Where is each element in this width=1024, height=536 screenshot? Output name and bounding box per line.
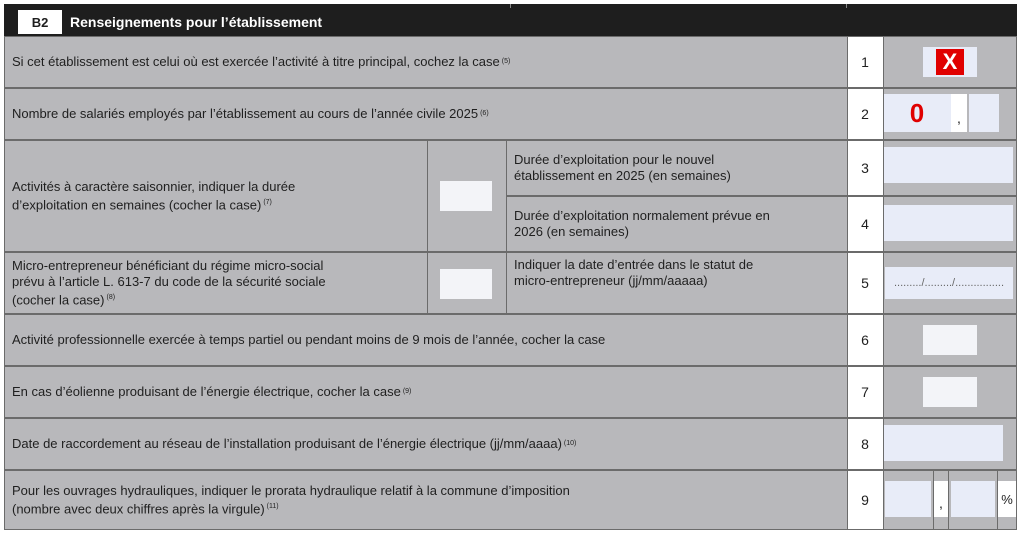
row9-integer-field[interactable]	[885, 481, 931, 517]
row5-text-line3: (cocher la case)	[12, 292, 105, 308]
row5-label	[5, 253, 427, 313]
row34-text-line1: Activités à caractère saisonnier, indiquer la durée	[12, 178, 296, 194]
row5-text-line1: Micro-entrepreneur bénéficiant du régime micro-social	[12, 257, 324, 273]
row4-text-line1: Durée d’exploitation normalement prévue en	[514, 208, 770, 223]
row7-label	[5, 367, 847, 417]
row8-text: Date de raccordement au réseau de l’installation produisant de l’énergie électrique (jj/mm/aaaa)	[12, 436, 562, 451]
row6-answer-cell	[883, 315, 1016, 365]
row9-label	[5, 471, 847, 529]
row1-check-mark: X	[936, 49, 964, 75]
row3-number: 3	[847, 141, 883, 195]
row5-sublabel	[507, 253, 847, 293]
row2-note: (6)	[480, 110, 489, 117]
row4-text-line2: 2026 (en semaines)	[514, 224, 629, 239]
row3-sublabel	[507, 141, 847, 195]
row3-weeks-field[interactable]	[883, 147, 1013, 183]
row6-label	[5, 315, 847, 365]
row5-text-line2: prévu à l’article L. 613-7 du code de la sécurité sociale	[12, 273, 326, 289]
row4-weeks-field[interactable]	[883, 205, 1013, 241]
row1-answer-cell	[883, 37, 1016, 87]
row5-date-field[interactable]: ........./........./................	[885, 267, 1013, 299]
row6-text: Activité professionnelle exercée à temps partiel ou pendant moins de 9 mois de l’année, cocher la case	[12, 332, 606, 347]
section-title: Renseignements pour l’établissement	[70, 14, 323, 30]
row4-number: 4	[847, 197, 883, 251]
row6-number: 6	[847, 315, 883, 365]
row34-note: (7)	[263, 198, 272, 206]
row1-label	[5, 37, 847, 87]
section-code: B2	[18, 10, 62, 34]
row4-sublabel	[507, 197, 847, 251]
section-header	[4, 4, 1017, 36]
row3-text-line1: Durée d’exploitation pour le nouvel	[514, 152, 715, 167]
row7-number: 7	[847, 367, 883, 417]
row9-text-line1: Pour les ouvrages hydrauliques, indiquer le prorata hydraulique relatif à la commune d’imposition	[12, 482, 570, 498]
row5-subtext-line1: Indiquer la date d’entrée dans le statut de	[514, 257, 754, 272]
row2-decimal-separator: ,	[951, 94, 967, 132]
row34-checkbox-cell	[428, 141, 506, 251]
row9-decimal-field[interactable]	[951, 481, 995, 517]
row2-label	[5, 89, 847, 139]
row2-integer-field[interactable]: 0	[883, 94, 951, 132]
row9-percent-unit: %	[998, 481, 1016, 517]
row2-answer-cell	[883, 89, 1016, 139]
row5-note: (8)	[106, 293, 116, 301]
row5-number: 5	[847, 253, 883, 313]
row7-note: (9)	[402, 388, 412, 395]
row3-answer-cell	[883, 141, 1016, 195]
row5-answer-cell	[883, 253, 1016, 313]
row2-text: Nombre de salariés employés par l’établissement au cours de l’année civile 2025	[12, 106, 479, 121]
row9-number: 9	[847, 471, 883, 529]
row7-checkbox[interactable]	[923, 377, 977, 407]
row6-checkbox[interactable]	[923, 325, 977, 355]
row8-answer-cell	[883, 419, 1016, 469]
row8-note: (10)	[563, 440, 577, 447]
row1-note: (5)	[501, 58, 511, 65]
row2-decimal-field[interactable]	[969, 94, 999, 132]
row34-text-line2: d’exploitation en semaines (cocher la case)	[12, 197, 262, 213]
row9-note: (11)	[266, 502, 279, 510]
row7-text: En cas d’éolienne produisant de l’énergie électrique, cocher la case	[12, 384, 401, 399]
row5-checkbox-cell	[428, 253, 506, 313]
row9-answer-cell	[883, 471, 1016, 529]
row34-checkbox[interactable]	[440, 181, 492, 211]
row9-text-line2: (nombre avec deux chiffres après la virgule)	[12, 501, 265, 517]
row7-answer-cell	[883, 367, 1016, 417]
row8-number: 8	[847, 419, 883, 469]
row1-checkbox[interactable]	[923, 47, 977, 77]
row8-date-field[interactable]	[883, 425, 1003, 461]
row3-text-line2: établissement en 2025 (en semaines)	[514, 168, 731, 183]
row9-decimal-separator: ,	[934, 481, 948, 517]
row8-label	[5, 419, 847, 469]
row1-text: Si cet établissement est celui où est exercée l’activité à titre principal, cochez la case	[12, 54, 500, 69]
row5-subtext-line2: micro-entrepreneur (jj/mm/aaaaa)	[514, 273, 708, 288]
row5-checkbox[interactable]	[440, 269, 492, 299]
row34-label	[5, 141, 427, 251]
row2-number: 2	[847, 89, 883, 139]
row1-number: 1	[847, 37, 883, 87]
row4-answer-cell	[883, 197, 1016, 251]
